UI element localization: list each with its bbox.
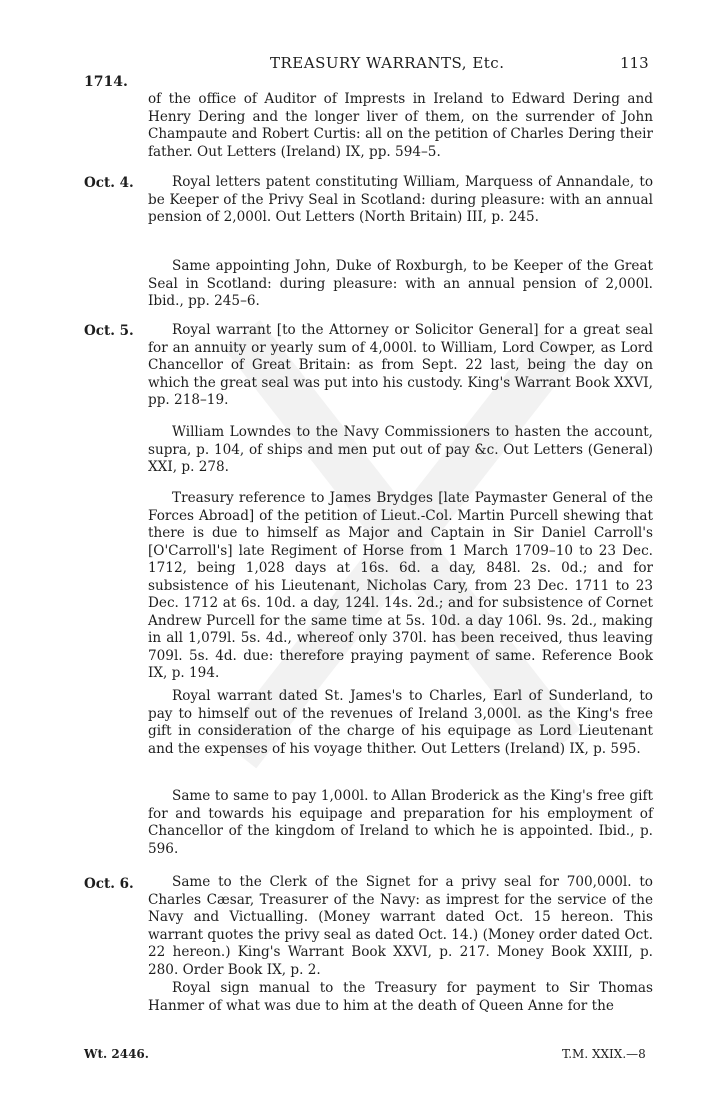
page-year: 1714. (84, 74, 128, 90)
footer-signature: T.M. XXIX.—8 (562, 1047, 646, 1061)
entry-date: Oct. 5. (84, 323, 134, 339)
page-number: 113 (620, 54, 649, 72)
entry-paragraph: Same to same to pay 1,000l. to Allan Broderick as the King's free gift for and towards his equipage and preparation for his employment of Chancellor of the kingdom of Ireland to which he is appointed. Ibid., p. 596. (148, 788, 653, 857)
entry-date: Oct. 4. (84, 175, 134, 191)
entry-date: Oct. 6. (84, 876, 134, 892)
entry-paragraph: Same to the Clerk of the Signet for a privy seal for 700,000l. to Charles Cæsar, Treasurer of the Navy: as imprest for the service of the Navy and Victualling. (Money warrant dated Oct. 15 hereon. This warrant quotes the privy seal as dated Oct. 14.) (Money order dated Oct. 22 hereon.) King's Warrant Book XXVI, p. 217. Money Book XXIII, p. 280. Order Book IX, p. 2. (148, 874, 653, 978)
entry-paragraph: Same appointing John, Duke of Roxburgh, to be Keeper of the Great Seal in Scotland: during pleasure: with an annual pension of 2,000l. Ibid., pp. 245–6. (148, 258, 653, 309)
footer-printer-mark: Wt. 2446. (84, 1047, 149, 1061)
entry-paragraph: Royal warrant [to the Attorney or Solicitor General] for a great seal for an annuity or yearly sum of 4,000l. to William, Lord Cowper, as Lord Chancellor of Great Britain: as from Sept. 22 last, being the day on which the great seal was put into his custody. King's Warrant Book XXVI, pp. 218–19. (148, 322, 653, 408)
entry-paragraph: of the office of Auditor of Imprests in Ireland to Edward Dering and Henry Dering and the longer liver of them, on the surrender of John Champaute and Robert Curtis: all on the petition of Charles Dering their father. Out Letters (Ireland) IX, pp. 594–5. (148, 91, 653, 160)
entry-paragraph: Royal letters patent constituting William, Marquess of Annandale, to be Keeper of the Privy Seal in Scotland: during pleasure: with an annual pension of 2,000l. Out Letters (North Britain) III, p. 245. (148, 174, 653, 225)
entry-paragraph: Royal sign manual to the Treasury for payment to Sir Thomas Hanmer of what was due to him at the death of Queen Anne for the (148, 980, 653, 1014)
entry-paragraph: Royal warrant dated St. James's to Charles, Earl of Sunderland, to pay to himself out of the revenues of Ireland 3,000l. as the King's free gift in consideration of the charge of his equipage as Lord Lieutenant and the expenses of his voyage thither. Out Letters (Ireland) IX, p. 595. (148, 688, 653, 757)
running-title: TREASURY WARRANTS, Etc. (270, 54, 505, 72)
entry-paragraph: William Lowndes to the Navy Commissioners to hasten the account, supra, p. 104, of ships and men put out of pay &c. Out Letters (General) XXI, p. 278. (148, 424, 653, 475)
entry-paragraph: Treasury reference to James Brydges [late Paymaster General of the Forces Abroad] of the petition of Lieut.-Col. Martin Purcell shewing that there is due to himself as Major and Captain in Sir Daniel Carroll's [O'Carroll's] late Regiment of Horse from 1 March 1709–10 to 23 Dec. 1712, being 1,028 days at 16s. 6d. a day, 848l. 2s. 0d.; and for subsistence of his Lieutenant, Nicholas Cary, from 23 Dec. 1711 to 23 Dec. 1712 at 6s. 10d. a day, 124l. 14s. 2d.; and for subsistence of Cornet Andrew Purcell for the same time at 5s. 10d. a day 106l. 9s. 2d., making in all 1,079l. 5s. 4d., whereof only 370l. has been received, thus leaving 709l. 5s. 4d. due: therefore praying payment of same. Reference Book IX, p. 194. (148, 490, 653, 681)
